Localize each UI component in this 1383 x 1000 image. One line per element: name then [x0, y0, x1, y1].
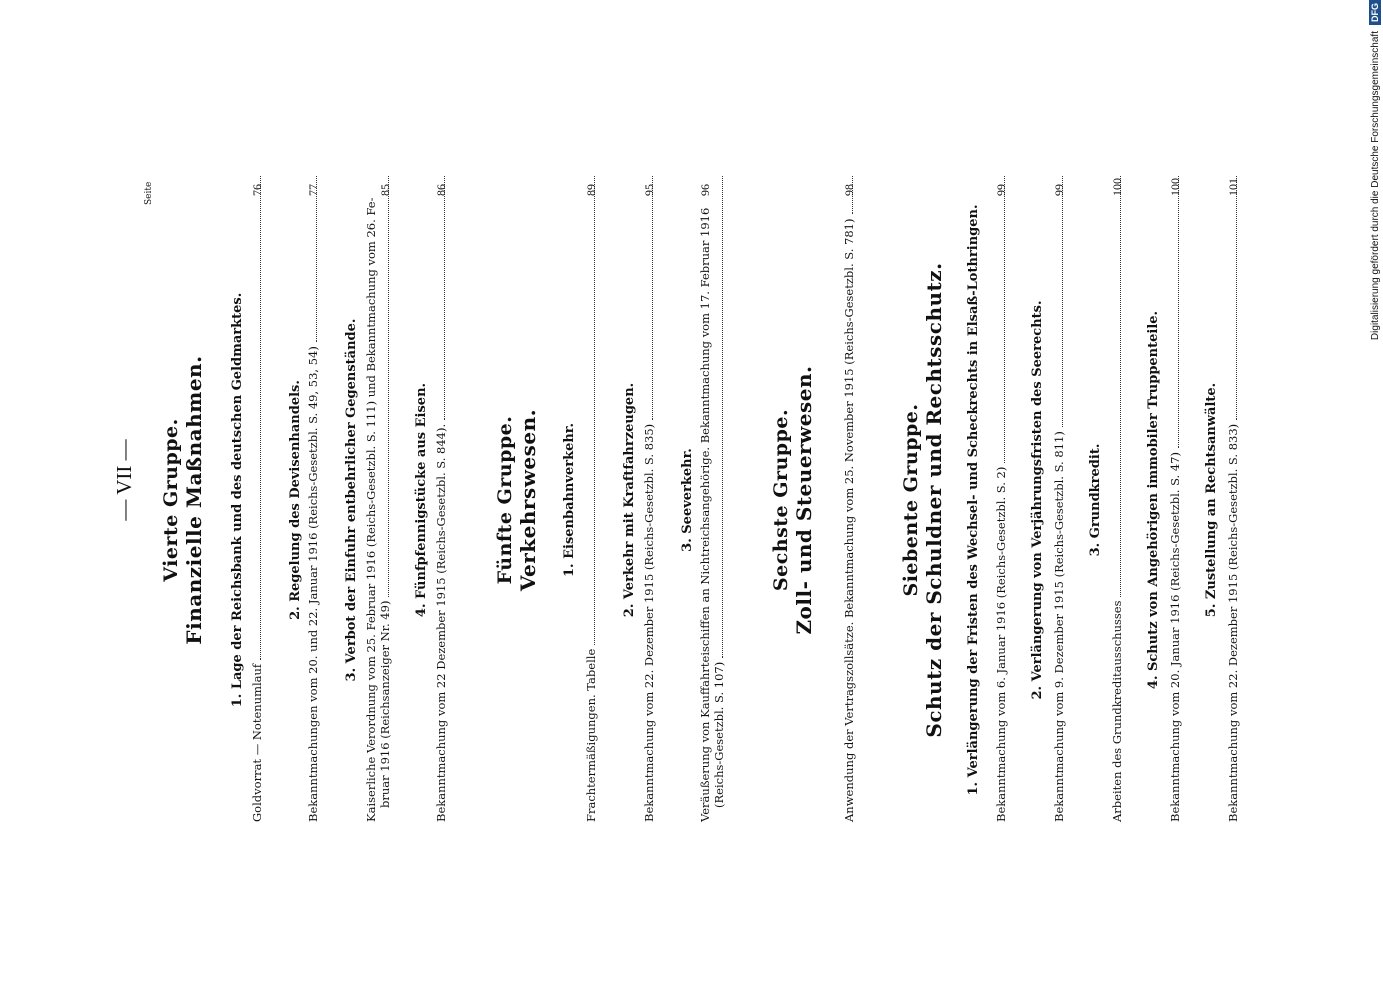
- toc-entry[interactable]: [584, 172, 598, 822]
- entry-text: Bekanntmachung vom 20. Januar 1916 (Reichs-Gesetzbl. S. 47): [1168, 452, 1182, 822]
- leader-dots: [1004, 176, 1005, 463]
- section-heading: 3. Seeverkehr.: [680, 448, 695, 552]
- page-ref: 77: [306, 184, 320, 196]
- leader-dots: [388, 176, 389, 597]
- entry-text: Bekanntmachung vom 6. Januar 1916 (Reichs-Gesetzbl. S. 2): [994, 466, 1008, 822]
- page-ref: 100: [1168, 178, 1182, 196]
- dfg-logo: DFG: [1369, 0, 1381, 25]
- leader-dots: [1062, 176, 1063, 427]
- entry-text: Bekanntmachung vom 22. Dezember 1915 (Reichs-Gesetzbl. S. 833): [1226, 423, 1240, 822]
- entry-text: Kaiserliche Verordnung vom 25. Februar 1916 (Reichs-Gesetzbl. S. 111) und Bekanntmachung vom 26. Fe-: [364, 197, 378, 822]
- toc-entry[interactable]: [1226, 172, 1240, 822]
- section-heading: 5. Zustellung an Rechtsanwälte.: [1204, 382, 1219, 618]
- toc-entry[interactable]: [1168, 172, 1182, 822]
- toc-entry[interactable]: [306, 172, 320, 822]
- group-title: Verkehrswesen.: [516, 408, 540, 592]
- entry-text: Frachtermäßigungen. Tabelle: [584, 648, 598, 822]
- entry-text: Goldvorrat — Notenumlauf: [250, 663, 264, 822]
- group-label: Fünfte Gruppe.: [494, 415, 516, 585]
- section-heading: 1. Lage der Reichsbank und des deutschen Geldmarktes.: [230, 292, 245, 708]
- leader-dots: [722, 176, 723, 658]
- toc-entry[interactable]: [1052, 172, 1066, 822]
- entry-text: Bekanntmachung vom 9. Dezember 1915 (Reichs-Gesetzbl. S. 811): [1052, 431, 1066, 822]
- section-heading: 3. Grundkredit.: [1088, 443, 1103, 557]
- seite-column-label: Seite: [144, 181, 154, 205]
- page-ref: 85: [378, 184, 392, 196]
- page-ref: 76: [250, 184, 264, 196]
- toc-entry[interactable]: [698, 172, 726, 822]
- section-heading: 2. Verkehr mit Kraftfahrzeugen.: [622, 382, 637, 618]
- leader-dots: [1178, 176, 1179, 448]
- section-heading: 2. Verlängerung von Verjährungsfristen des Seerechts.: [1030, 300, 1045, 700]
- group-heading: [900, 40, 946, 960]
- leader-dots: [444, 176, 445, 420]
- page-ref: 98: [842, 184, 856, 196]
- entry-text: Arbeiten des Grundkreditausschusses: [1110, 600, 1124, 822]
- entry-text: Veräußerung von Kauffahrteischiffen an Nichtreichsangehörige. Bekanntmachung vom 17. Februar 1916: [698, 207, 712, 822]
- toc-entry[interactable]: [1110, 172, 1124, 822]
- group-label: Sechste Gruppe.: [770, 408, 792, 592]
- credit-text: Digitalisierung gefördert durch die Deutsche Forschungsgemeinschaft: [1369, 31, 1381, 341]
- page-ref: 99: [1052, 184, 1066, 196]
- page-ref: 86: [434, 184, 448, 196]
- group-label: Siebente Gruppe.: [900, 403, 922, 597]
- toc-entry[interactable]: [364, 172, 392, 822]
- section-heading: 1. Verlängerung der Fristen des Wechsel- und Scheckrechts in Elsaß-Lothringen.: [966, 204, 981, 796]
- digitization-credit: [1369, 0, 1381, 1000]
- page-ref: 101: [1226, 178, 1240, 196]
- page-ref: 99: [994, 184, 1008, 196]
- section-heading: 1. Eisenbahnverkehr.: [562, 423, 577, 577]
- toc-entry[interactable]: [250, 172, 264, 822]
- entry-text: Bekanntmachung vom 22 Dezember 1915 (Reichs-Gesetzbl. S. 844).: [434, 423, 448, 822]
- entry-text: Bekanntmachung vom 22. Dezember 1915 (Reichs-Gesetzbl. S. 835): [642, 423, 656, 822]
- leader-dots: [1120, 176, 1121, 597]
- page-number: — VII —: [112, 439, 136, 521]
- leader-dots: [1236, 176, 1237, 420]
- section-heading: 4. Fünfpfennigstücke aus Eisen.: [414, 382, 429, 618]
- group-heading: [770, 40, 816, 960]
- toc-entry[interactable]: [842, 172, 856, 822]
- toc-entry[interactable]: [434, 172, 448, 822]
- entry-text: Bekanntmachungen vom 20. und 22. Januar 1916 (Reichs-Gesetzbl. S. 49, 53, 54): [306, 346, 320, 822]
- page-ref: 96: [698, 184, 712, 196]
- group-label: Vierte Gruppe.: [160, 418, 182, 582]
- group-title: Schutz der Schuldner und Rechtsschutz.: [922, 262, 946, 738]
- section-heading: 4. Schutz von Angehörigen immobiler Truppenteile.: [1146, 310, 1161, 690]
- page-ref: 100: [1110, 178, 1124, 196]
- toc-entry[interactable]: [994, 172, 1008, 822]
- section-heading: 3. Verbot der Einfuhr entbehrlicher Gegenstände.: [344, 318, 359, 682]
- leader-dots: [260, 176, 261, 660]
- leader-dots: [594, 176, 595, 645]
- page-ref: 95: [642, 184, 656, 196]
- group-title: Zoll- und Steuerwesen.: [792, 365, 816, 635]
- group-heading: [494, 40, 540, 960]
- group-title: Finanzielle Maßnahmen.: [182, 355, 206, 645]
- toc-entry[interactable]: [642, 172, 656, 822]
- group-heading: [160, 40, 206, 960]
- entry-text-continued: (Reichs-Gesetzbl. S. 107): [712, 661, 726, 808]
- entry-text: Anwendung der Vertragszollsätze. Bekanntmachung vom 25. November 1915 (Reichs-Gesetzbl. S. 781): [842, 218, 856, 822]
- entry-text-continued: bruar 1916 (Reichsanzeiger Nr. 49): [378, 600, 392, 808]
- page-ref: 89: [584, 184, 598, 196]
- section-heading: 2. Regelung des Devisenhandels.: [288, 380, 303, 620]
- leader-dots: [652, 176, 653, 420]
- leader-dots: [316, 176, 317, 342]
